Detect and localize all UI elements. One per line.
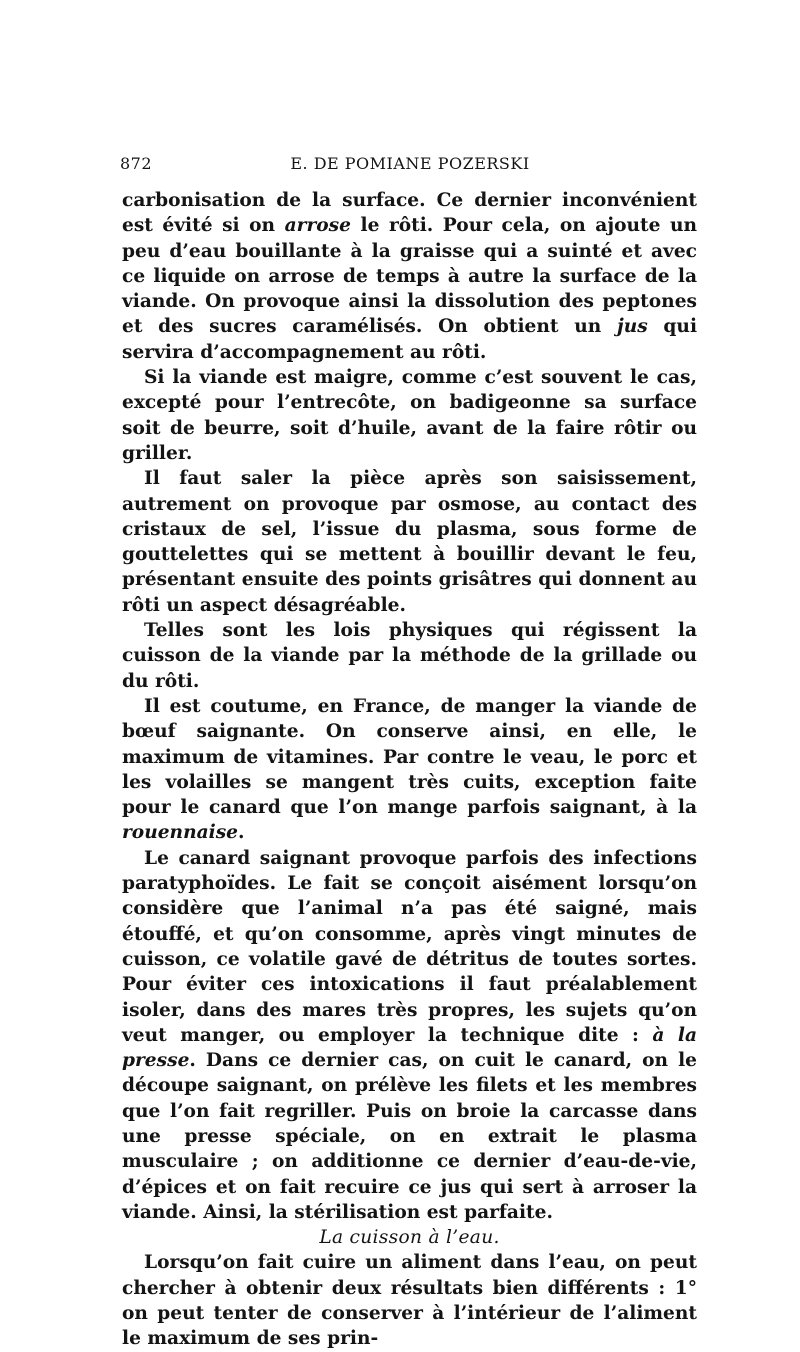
page-header [120, 154, 700, 180]
paragraph: Telles sont les lois physiques qui régissent la cuisson de la viande par la méthode de la grillade ou du rôti. [122, 620, 697, 692]
page-number: 872 [120, 154, 153, 173]
section-title: La cuisson à l’eau. [319, 1227, 500, 1249]
paragraph-final: Lorsqu’on fait cuire un aliment dans l’eau, on peut chercher à obtenir deux résultats bien différents : 1° on peut tenter de conserver à l’intérieur de l’aliment le maximum de ses prin- [122, 1252, 697, 1350]
page-body [122, 188, 697, 1352]
paragraph: Il est coutume, en France, de manger la viande de bœuf saignante. On conserve ainsi, en elle, le maximum de vitamines. Par contre le veau, le porc et les volailles se mangent très cuits, exception faite pour le canard que l’on mange parfois saignant, à la rouennaise. [122, 695, 697, 844]
running-head: E. DE POMIANE POZERSKI [290, 154, 530, 173]
paragraph: Le canard saignant provoque parfois des infections paratyphoïdes. Le fait se conçoit aisément lorsqu’on considère que l’animal n’a pas été saigné, mais étouffé, et qu’on consomme, après vingt minutes de cuisson, ce volatile gavé de détritus de toutes sortes. Pour éviter ces intoxications il faut préalablement isoler, dans des mares très propres, les sujets qu’on veut manger, ou employer la technique dite : à la presse. Dans ce dernier cas, on cuit le canard, on le découpe saignant, on prélève les filets et les membres que l’on fait regriller. Puis on broie la carcasse dans une presse spéciale, on en extrait le plasma musculaire ; on additionne ce dernier d’eau-de-vie, d’épices et on fait recuire ce jus qui sert à arroser la viande. Ainsi, la stérilisation est parfaite. [122, 847, 697, 1223]
paragraph: Si la viande est maigre, comme c’est souvent le cas, excepté pour l’entrecôte, on badigeonne sa surface soit de beurre, soit d’huile, avant de la faire rôtir ou griller. [122, 367, 697, 464]
paragraph: Il faut saler la pièce après son saisissement, autrement on provoque par osmose, au contact des cristaux de sel, l’issue du plasma, sous forme de gouttelettes qui se mettent à bouillir devant le feu, présentant ensuite des points grisâtres qui donnent au rôti un aspect désagréable. [122, 468, 697, 616]
paragraph-continued: carbonisation de la surface. Ce dernier inconvénient est évité si on arrose le rôti. Pour cela, on ajoute un peu d’eau bouillante à la graisse qui a suinté et avec ce liquide on arrose de temps à autre la surface de la viande. On provoque ainsi la dissolution des peptones et des sucres caramélisés. On obtient un jus qui servira d’accompagnement au rôti. [122, 190, 698, 363]
